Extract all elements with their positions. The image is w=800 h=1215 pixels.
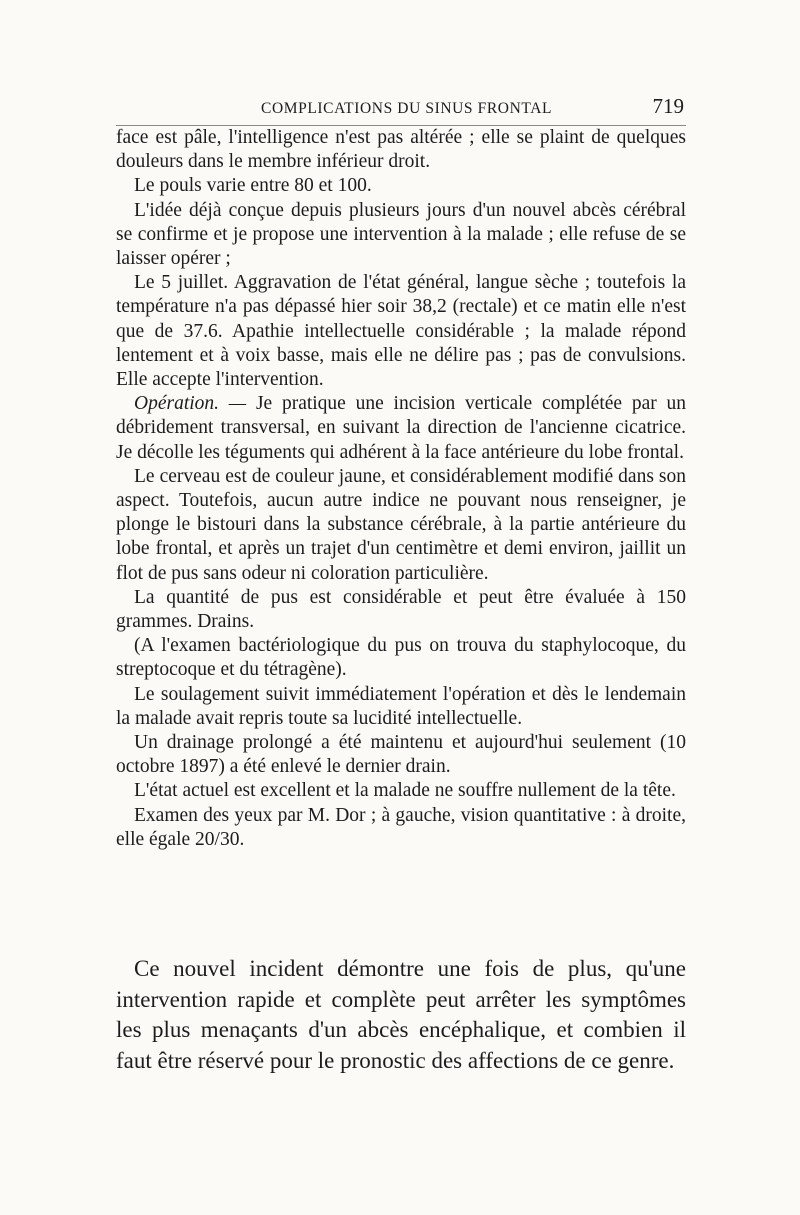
body-text [116,126,686,852]
paragraph: face est pâle, l'intelligence n'est pas altérée ; elle se plaint de quelques douleurs dans le membre inférieur droit. [116,127,686,173]
paragraph: Le 5 juillet. Aggravation de l'état général, langue sèche ; toutefois la température n'a pas dépassé hier soir 38,2 (rectale) et ce matin elle n'est que de 37.6. Apathie intellectuelle considérable ; la malade répond lentement et à voix basse, mais elle ne délire pas ; pas de convulsions. Elle accepte l'intervention. [116,272,686,391]
conclusion-paragraph: Ce nouvel incident démontre une fois de plus, qu'une intervention rapide et complète peut arrêter les symptômes les plus menaçants d'un abcès encéphalique, et combien il faut être réservé pour le pronostic des affections de ce genre. [116,956,686,1073]
paragraph: Un drainage prolongé a été maintenu et aujourd'hui seulement (10 octobre 1897) a été enlevé le dernier drain. [116,732,686,778]
paragraph: Le cerveau est de couleur jaune, et considérablement modifié dans son aspect. Toutefois, aucun autre indice ne pouvant nous renseigner, je plonge le bistouri dans la substance cérébrale, à la partie antérieure du lobe frontal, et après un trajet d'un centimètre et demi environ, jaillit un flot de pus sans odeur ni coloration particulière. [116,465,686,584]
paragraph: L'état actuel est excellent et la malade ne souffre nullement de la tête. [134,780,676,802]
paragraph-operation [116,392,686,465]
paragraph: La quantité de pus est considérable et peut être évaluée à 150 grammes. Drains. [116,586,686,633]
paragraph: L'idée déjà conçue depuis plusieurs jours d'un nouvel abcès cérébral se confirme et je propose une intervention à la malade ; elle refuse de se laisser opérer ; [116,199,686,270]
paragraph-operation-text: Je pratique une incision verticale complétée par un débridement transversal, en suivant la direction de l'ancienne cicatrice. Je décolle les téguments qui adhérent à la face antérieure du lobe frontal. [116,393,687,463]
running-head [116,94,686,124]
conclusion [116,954,686,1076]
paragraph: Le pouls varie entre 80 et 100. [134,175,372,197]
paragraph: Le soulagement suivit immédiatement l'opération et dès le lendemain la malade avait repris toute sa lucidité intellectuelle. [116,683,686,729]
running-title: COMPLICATIONS DU SINUS FRONTAL [261,100,553,117]
paragraph: (A l'examen bactériologique du pus on trouva du staphylocoque, du streptocoque et du tétragène). [116,635,686,681]
page-number: 719 [652,94,684,118]
operation-label: Opération. — [134,393,247,415]
paragraph: Examen des yeux par M. Dor ; à gauche, vision quantitative : à droite, elle égale 20/30. [116,804,686,850]
